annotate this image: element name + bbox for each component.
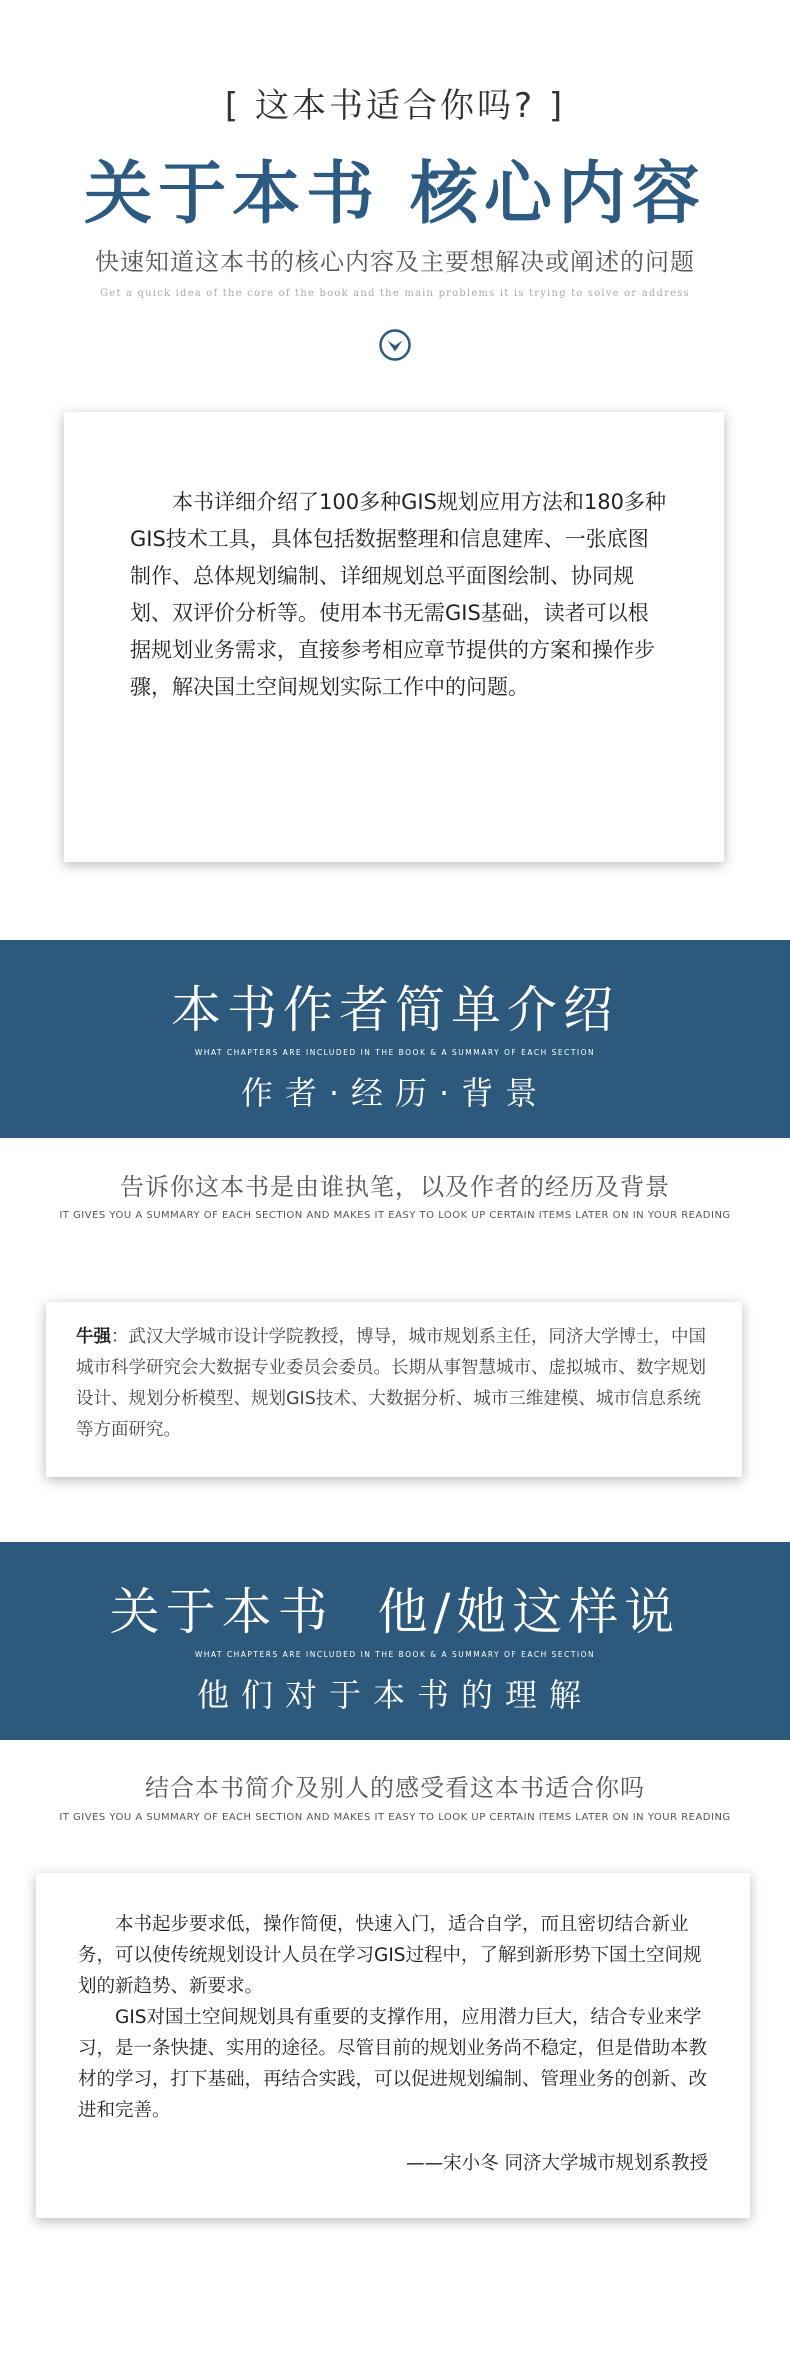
- author-card: [46, 1302, 742, 1477]
- section-subtitle: 告诉你这本书是由谁执笔，以及作者的经历及背景: [120, 1173, 670, 1201]
- section-subtitle-en: Get a quick idea of the core of the book and the main problems it is trying to solve or address: [100, 288, 690, 299]
- banner-subtitle-en: WHAT CHAPTERS ARE INCLUDED IN THE BOOK & A SUMMARY OF EACH SECTION: [194, 1048, 596, 1057]
- author-name: 牛强: [76, 1327, 111, 1347]
- author-bio-text: ：武汉大学城市设计学院教授，博导，城市规划系主任，同济大学博士，中国城市科学研究会大数据专业委员会委员。长期从事智慧城市、虚拟城市、数字规划设计、规划分析模型、规划GIS技术、大数据分析、城市三维建模、城市信息系统等方面研究。: [76, 1327, 706, 1440]
- author-bio: [76, 1322, 712, 1446]
- review-signature: ——宋小冬 同济大学城市规划系教授: [406, 2153, 708, 2174]
- section-subtitle: 结合本书简介及别人的感受看这本书适合你吗: [145, 1774, 645, 1802]
- section-subtitle-en: IT GIVES YOU A SUMMARY OF EACH SECTION AND MAKES IT EASY TO LOOK UP CERTAIN ITEMS LATER ON IN YOUR READING: [59, 1210, 731, 1221]
- review-paragraph-2: GIS对国土空间规划具有重要的支撑作用，应用潜力巨大，结合专业来学习，是一条快捷、实用的途径。尽管目前的规划业务尚不稳定，但是借助本教材的学习，打下基础，再结合实践，可以促进规划编制、管理业务的创新、改进和完善。: [78, 2007, 708, 2121]
- banner-title: 本书作者简单介绍: [171, 981, 619, 1039]
- question-heading: [ 这本书适合你吗? ]: [224, 86, 566, 126]
- reviews-banner: [0, 1542, 790, 1740]
- page-title: 关于本书 核心内容: [84, 154, 706, 234]
- review-card: [36, 1873, 750, 2218]
- section-subtitle-en: IT GIVES YOU A SUMMARY OF EACH SECTION AND MAKES IT EASY TO LOOK UP CERTAIN ITEMS LATER ON IN YOUR READING: [59, 1812, 731, 1823]
- book-summary-text: 本书详细介绍了100多种GIS规划应用方法和180多种GIS技术工具，具体包括数据整理和信息建库、一张底图制作、总体规划编制、详细规划总平面图绘制、协同规划、双评价分析等。使用本书无需GIS基础，读者可以根据规划业务需求，直接参考相应章节提供的方案和操作步骤，解决国土空间规划实际工作中的问题。: [130, 490, 666, 699]
- review-paragraph-1: 本书起步要求低，操作简便，快速入门，适合自学，而且密切结合新业务，可以使传统规划设计人员在学习GIS过程中，了解到新形势下国土空间规划的新趋势、新要求。: [78, 1914, 702, 1997]
- banner-title: 关于本书 他/她这样说: [109, 1583, 681, 1641]
- banner-subtitle-en: WHAT CHAPTERS ARE INCLUDED IN THE BOOK & A SUMMARY OF EACH SECTION: [194, 1650, 596, 1659]
- author-banner: [0, 940, 790, 1138]
- banner-subtitle: 作者·经历·背景: [240, 1074, 550, 1112]
- banner-subtitle: 他们对于本书的理解: [196, 1676, 593, 1714]
- section-subtitle: 快速知道这本书的核心内容及主要想解决或阐述的问题: [95, 248, 695, 276]
- chevron-down-circle-icon: [378, 328, 412, 362]
- book-summary-card: [64, 412, 724, 862]
